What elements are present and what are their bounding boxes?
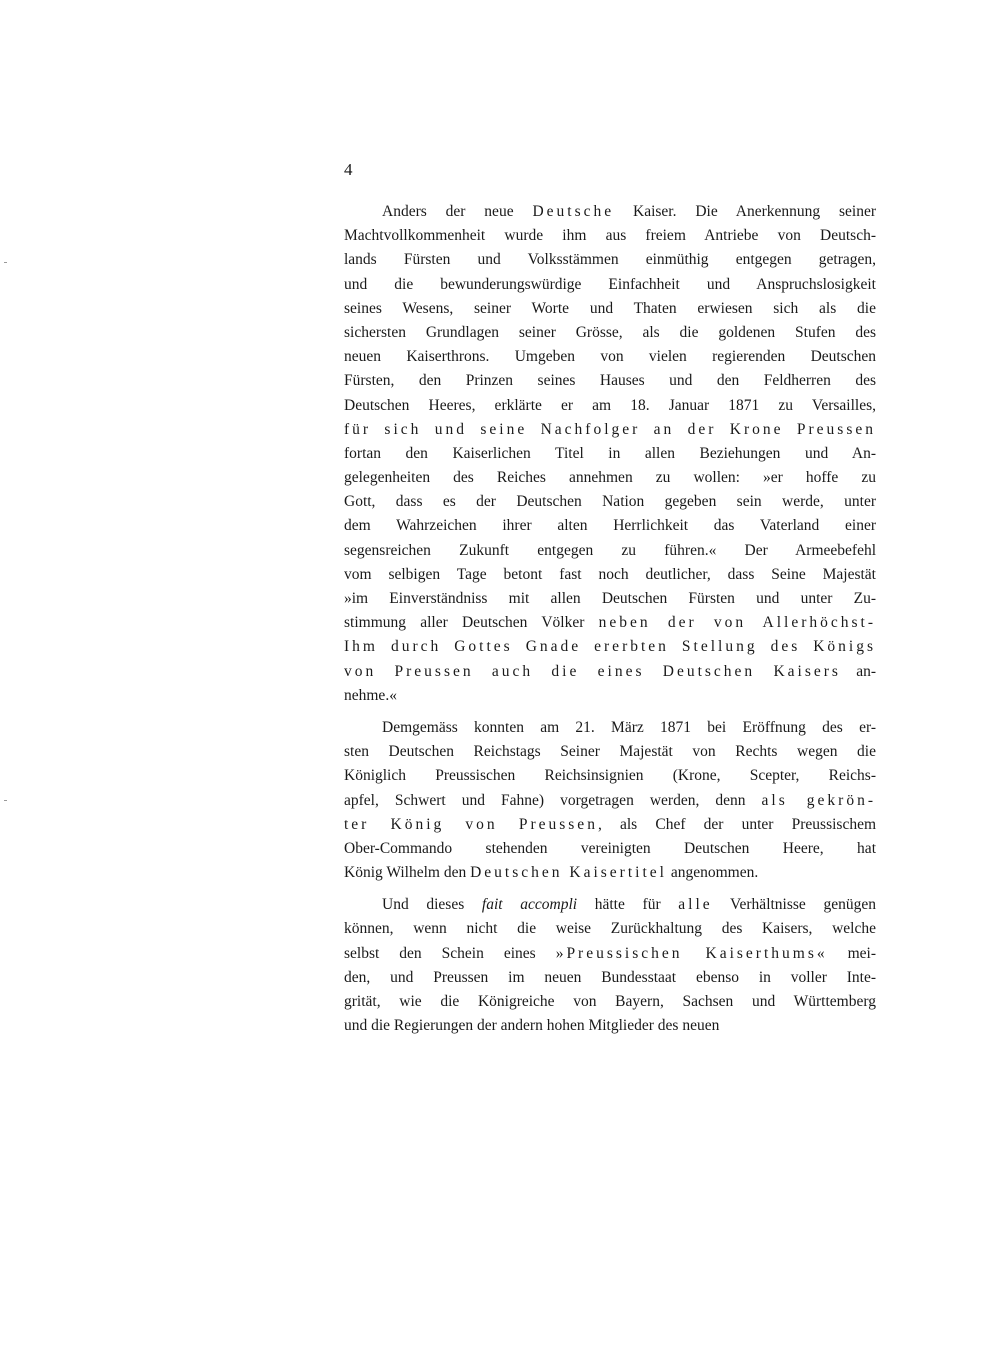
spaced-emphasis: Deutsche — [532, 203, 615, 220]
text-line: lands Fürsten und Volksstämmen einmüthig entgegen getragen, — [344, 251, 876, 269]
text-line: selbst den Schein eines »Preussischen Kaiserthums« mei- — [344, 944, 877, 962]
text-line: König Wilhelm den Deutschen Kaisertitel angenommen. — [344, 864, 759, 882]
text-line: Fürsten, den Prinzen seines Hauses und den Feldherren des — [344, 372, 876, 390]
text-line — [344, 418, 876, 442]
text-line: sten Deutschen Reichstags Seiner Majestät von Rechts wegen die — [344, 743, 876, 761]
spaced-emphasis: neben der von Allerhöchst- — [598, 614, 876, 632]
paragraph-gap — [344, 885, 876, 893]
page-number: 4 — [344, 160, 353, 179]
text-line: und die bewunderungswürdige Einfachheit und Anspruchslosigkeit — [344, 275, 876, 293]
paragraph — [344, 893, 876, 1038]
text-line: den, und Preussen im neuen Bundesstaat ebenso in voller Inte- — [344, 968, 876, 986]
spaced-emphasis: alle — [678, 896, 713, 914]
text-line: vom selbigen Tage betont fast noch deutlicher, dass Seine Majestät — [344, 565, 876, 583]
text-line: Demgemäss konnten am 21. März 1871 bei Eröffnung des er- — [382, 718, 876, 736]
scan-edge-mark — [4, 262, 7, 263]
text-line: sichersten Grundlagen seiner Grösse, als die goldenen Stufen des — [344, 323, 876, 341]
text-line: Anders der neue Deutsche Kaiser. Die Anerkennung seiner — [382, 203, 876, 220]
body-text — [344, 200, 876, 1038]
spaced-emphasis: Deutschen Kaisertitel — [470, 864, 667, 882]
text-line: neuen Kaiserthrons. Umgeben von vielen regierenden Deutschen — [344, 348, 876, 366]
scan-edge-mark — [4, 800, 7, 801]
text-line: Königlich Preussischen Reichsinsignien (Krone, Scepter, Reichs- — [344, 767, 876, 785]
text-line: Und dieses fait accompli hätte für alle Verhältnisse genügen — [382, 896, 876, 914]
text-line: Deutschen Heeres, erklärte er am 18. Januar 1871 zu Versailles, — [344, 396, 876, 414]
text-line: stimmung aller Deutschen Völker neben der von Allerhöchst- — [344, 614, 876, 632]
text-line: und die Regierungen der andern hohen Mitglieder des neuen — [344, 1017, 720, 1035]
paragraph — [344, 200, 876, 708]
text-line: Ober-Commando stehenden vereinigten Deutschen Heere, hat — [344, 839, 876, 857]
spaced-emphasis: als gekrön- — [761, 791, 877, 809]
text-line: nehme.« — [344, 686, 397, 704]
text-line: gelegenheiten des Reiches annehmen zu wollen: »er hoffe zu — [344, 469, 876, 487]
spaced-emphasis: ter König von Preussen — [344, 815, 598, 833]
text-line: seines Wesens, seiner Worte und Thaten erwiesen sich als die — [344, 299, 876, 317]
paragraph-gap — [344, 708, 876, 716]
text-line: Machtvollkommenheit wurde ihm aus freiem Antriebe von Deutsch- — [344, 227, 876, 245]
text-line: ter König von Preussen, als Chef der unter Preussischem — [344, 815, 877, 833]
spaced-emphasis: für sich und seine Nachfolger an der Krone Preussen — [344, 420, 876, 438]
spaced-emphasis: Ihm durch Gottes Gnade ererbten Stellung des Königs — [344, 638, 876, 656]
text-line — [344, 635, 876, 659]
text-line: segensreichen Zukunft entgegen zu führen.« Der Armeebefehl — [344, 541, 876, 559]
text-line: fortan den Kaiserlichen Titel in allen Beziehungen und An- — [344, 444, 876, 462]
text-line: »im Einverständniss mit allen Deutschen Fürsten und unter Zu- — [344, 590, 876, 607]
spaced-emphasis: »Preussischen Kaiserthums« — [555, 944, 828, 962]
text-line: Gott, dass es der Deutschen Nation gegeben sein werde, unter — [344, 493, 876, 511]
text-line: von Preussen auch die eines Deutschen Kaisers an- — [344, 662, 876, 680]
text-line: grität, wie die Königreiche von Bayern, Sachsen und Württemberg — [344, 993, 876, 1010]
text-line: apfel, Schwert und Fahne) vorgetragen werden, denn als gekrön- — [344, 791, 877, 809]
text-line: dem Wahrzeichen ihrer alten Herrlichkeit das Vaterland einer — [344, 517, 876, 535]
paragraph — [344, 716, 876, 885]
italic-phrase: fait accompli — [481, 896, 578, 914]
spaced-emphasis: von Preussen auch die eines Deutschen Kaisers — [344, 662, 841, 680]
text-line: können, wenn nicht die weise Zurückhaltung des Kaisers, welche — [344, 920, 876, 938]
